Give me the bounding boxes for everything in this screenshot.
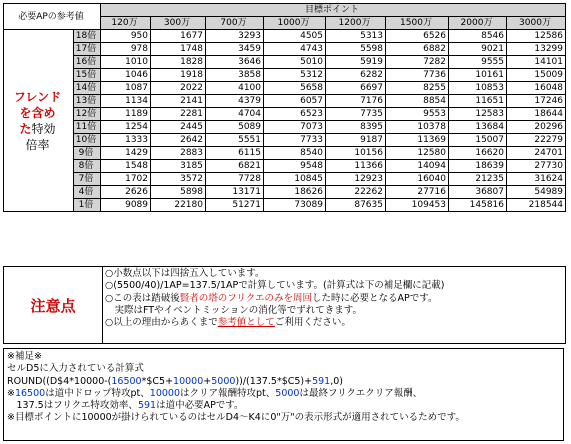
formula-part: *$C5+: [141, 375, 174, 387]
ap-value-cell: 18639: [449, 160, 507, 173]
ap-value-cell: 24701: [507, 147, 566, 160]
formula-final-reward: 5000: [211, 375, 236, 387]
ap-value-cell: 2281: [151, 108, 206, 121]
supp-text: 137.5はフリクエ特攻効率、: [7, 400, 138, 412]
table-row: [4, 69, 566, 82]
ap-reference-table: [3, 3, 565, 212]
ap-value-cell: 7073: [264, 121, 326, 134]
ap-value-cell: 5598: [326, 43, 386, 56]
ap-value-cell: 4505: [264, 30, 326, 43]
ap-value-cell: 2141: [151, 95, 206, 108]
column-header-target: 3000万: [507, 17, 566, 30]
ap-value-cell: 6697: [326, 82, 386, 95]
ap-value-cell: 11366: [326, 160, 386, 173]
ap-value-cell: 11651: [449, 95, 507, 108]
ap-value-cell: 3646: [206, 56, 264, 69]
supp-text: ※: [7, 387, 15, 399]
table-title: 目標ポイント: [101, 4, 566, 17]
ap-value-cell: 7176: [326, 95, 386, 108]
ap-value-cell: 7736: [386, 69, 449, 82]
row-multiplier: 10倍: [74, 134, 101, 147]
supplement-line-6: ※目標ポイントに10000が掛けられているのはセルD4～K4に0"万"の表示形式が適用されているためです。: [7, 412, 465, 424]
side-label-line-3b: 特効: [31, 121, 56, 136]
ap-value-cell: 9089: [101, 199, 151, 212]
ap-value-cell: 7735: [326, 108, 386, 121]
side-label-line-2: を含め: [19, 105, 56, 120]
table-row: [4, 147, 566, 160]
table-row: [4, 108, 566, 121]
row-multiplier: 13倍: [74, 95, 101, 108]
ap-value-cell: 8395: [326, 121, 386, 134]
formula-part: ))/(137.5*$C5)+: [235, 375, 313, 387]
table-row: [4, 95, 566, 108]
ap-value-cell: 27730: [507, 160, 566, 173]
ap-value-cell: 27716: [386, 186, 449, 199]
supp-text: は道中ドロップ特攻pt、: [45, 387, 150, 399]
row-multiplier: 11倍: [74, 121, 101, 134]
ap-value-cell: 2445: [151, 121, 206, 134]
supplement-line-5: [7, 400, 563, 412]
table-row: [4, 30, 566, 43]
ap-value-cell: 3459: [206, 43, 264, 56]
row-multiplier: 16倍: [74, 56, 101, 69]
ap-value-cell: 9548: [264, 160, 326, 173]
table-row: [4, 186, 566, 199]
ap-value-cell: 9021: [449, 43, 507, 56]
ap-value-cell: 4100: [206, 82, 264, 95]
supp-blue-value: 5000: [275, 387, 300, 399]
ap-value-cell: 1828: [151, 56, 206, 69]
ap-value-cell: 1677: [151, 30, 206, 43]
ap-value-cell: 5551: [206, 134, 264, 147]
table-row: [4, 82, 566, 95]
formula-route-ap: 591: [312, 375, 331, 387]
notice-line-3-post: した時に必要となるAPです。: [312, 292, 438, 304]
ap-value-cell: 10156: [326, 147, 386, 160]
ap-value-cell: 16048: [507, 82, 566, 95]
ap-value-cell: 145816: [449, 199, 507, 212]
ap-value-cell: 6526: [386, 30, 449, 43]
ap-value-cell: 6523: [264, 108, 326, 121]
notice-line-5-post: ご利用ください。: [274, 317, 351, 329]
ap-value-cell: 22180: [151, 199, 206, 212]
ap-value-cell: 218544: [507, 199, 566, 212]
notice-line-1: ○小数点以下は四捨五入しています。: [105, 268, 265, 279]
row-multiplier: 14倍: [74, 82, 101, 95]
ap-value-cell: 21235: [449, 173, 507, 186]
ap-value-cell: 9553: [386, 108, 449, 121]
row-multiplier: 12倍: [74, 108, 101, 121]
notice-line-3: [105, 293, 565, 305]
ap-value-cell: 73089: [264, 199, 326, 212]
ap-value-cell: 5010: [264, 56, 326, 69]
ap-value-cell: 1134: [101, 95, 151, 108]
supp-text: は道中必要APです。: [156, 400, 244, 412]
ap-value-cell: 15007: [449, 134, 507, 147]
supplement-formula: [7, 376, 563, 388]
table-row: [4, 173, 566, 186]
formula-clear-pt: 10000: [173, 375, 204, 387]
notice-line-5: [105, 317, 565, 329]
ap-value-cell: 16620: [449, 147, 507, 160]
ap-value-cell: 10845: [264, 173, 326, 186]
table-row: [4, 56, 566, 69]
ap-value-cell: 3572: [151, 173, 206, 186]
supplement-line-2: セルD5に入力されている計算式: [7, 363, 144, 375]
notice-line-4: 実際はFTやイベントミッションの消化等でずれてきます。: [105, 304, 362, 316]
ap-value-cell: 5898: [151, 186, 206, 199]
ap-value-cell: 1046: [101, 69, 151, 82]
ap-value-cell: 6282: [326, 69, 386, 82]
ap-value-cell: 1010: [101, 56, 151, 69]
row-multiplier: 18倍: [74, 30, 101, 43]
ap-value-cell: 13299: [507, 43, 566, 56]
ap-value-cell: 1189: [101, 108, 151, 121]
side-label-line-3: [19, 122, 55, 136]
ap-value-cell: 8546: [449, 30, 507, 43]
ap-value-cell: 4743: [264, 43, 326, 56]
ap-value-cell: 13684: [449, 121, 507, 134]
supplement-line-4: [7, 388, 563, 400]
ap-value-cell: 2022: [151, 82, 206, 95]
ap-value-cell: 4704: [206, 108, 264, 121]
ap-value-cell: 950: [101, 30, 151, 43]
table-row: [4, 199, 566, 212]
ap-value-cell: 5919: [326, 56, 386, 69]
ap-value-cell: 1429: [101, 147, 151, 160]
supp-blue-value: 591: [137, 400, 157, 412]
ap-value-cell: 1748: [151, 43, 206, 56]
row-multiplier: 7倍: [74, 173, 101, 186]
ap-value-cell: 15009: [507, 69, 566, 82]
ap-value-cell: 8540: [264, 147, 326, 160]
side-label-line-3a: た: [19, 121, 32, 136]
ap-value-cell: 16040: [386, 173, 449, 186]
ap-value-cell: 36807: [449, 186, 507, 199]
ap-value-cell: 6115: [206, 147, 264, 160]
ap-value-cell: 12923: [326, 173, 386, 186]
column-header-target: 2000万: [449, 17, 507, 30]
notice-line-2: ○(5500/40)/1AP=137.5/1APで計算しています。(計算式は下の補足欄に記載): [105, 280, 445, 292]
ap-value-cell: 22262: [326, 186, 386, 199]
ap-value-cell: 1702: [101, 173, 151, 186]
ap-value-cell: 7733: [264, 134, 326, 147]
ap-value-cell: 20296: [507, 121, 566, 134]
ap-value-cell: 2642: [151, 134, 206, 147]
ap-value-cell: 6882: [386, 43, 449, 56]
notice-line-5-pre: ○以上の理由からあくまで: [105, 317, 218, 329]
ap-value-cell: 14101: [507, 56, 566, 69]
table-corner-label: 必要APの参考値: [4, 4, 101, 30]
ap-value-cell: 12583: [449, 108, 507, 121]
ap-value-cell: 1548: [101, 160, 151, 173]
table-row: [4, 43, 566, 56]
side-label-line-4: 倍率: [25, 137, 50, 152]
supplement-box: [3, 348, 564, 441]
row-multiplier: 9倍: [74, 147, 101, 160]
ap-value-cell: 14094: [386, 160, 449, 173]
notice-list: [103, 267, 565, 343]
ap-value-cell: 7282: [386, 56, 449, 69]
ap-value-cell: 87635: [326, 199, 386, 212]
ap-value-cell: 51271: [206, 199, 264, 212]
supp-text: は最終フリクエクリア報酬、: [299, 387, 423, 399]
ap-value-cell: 109453: [386, 199, 449, 212]
column-header-target: 120万: [101, 17, 151, 30]
notice-title: 注意点: [4, 267, 103, 343]
ap-value-cell: 10853: [449, 82, 507, 95]
column-header-target: 300万: [151, 17, 206, 30]
ap-value-cell: 9187: [326, 134, 386, 147]
ap-value-cell: 1254: [101, 121, 151, 134]
ap-value-cell: 2883: [151, 147, 206, 160]
ap-value-cell: 12586: [507, 30, 566, 43]
ap-value-cell: 978: [101, 43, 151, 56]
ap-value-cell: 17246: [507, 95, 566, 108]
column-header-target: 1500万: [386, 17, 449, 30]
notice-line-3-pre: ○この表は踏破後: [105, 292, 180, 304]
column-header-target: 1200万: [326, 17, 386, 30]
ap-value-cell: 7728: [206, 173, 264, 186]
ap-value-cell: 3293: [206, 30, 264, 43]
ap-value-cell: 8854: [386, 95, 449, 108]
column-header-target: 1000万: [264, 17, 326, 30]
row-multiplier: 1倍: [74, 199, 101, 212]
ap-value-cell: 12580: [386, 147, 449, 160]
supp-text: はクリア報酬特攻pt、: [180, 387, 276, 399]
supp-blue-value: 16500: [14, 387, 46, 399]
table-row: [4, 134, 566, 147]
ap-value-cell: 6057: [264, 95, 326, 108]
ap-value-cell: 10161: [449, 69, 507, 82]
ap-value-cell: 3185: [151, 160, 206, 173]
ap-value-cell: 5658: [264, 82, 326, 95]
ap-value-cell: 10378: [386, 121, 449, 134]
ap-value-cell: 1333: [101, 134, 151, 147]
ap-value-cell: 18626: [264, 186, 326, 199]
ap-value-cell: 11369: [386, 134, 449, 147]
notice-line-3-emphasis: 賢者の塔のフリクエのみを周回: [179, 292, 313, 304]
table-row: [4, 160, 566, 173]
ap-value-cell: 1918: [151, 69, 206, 82]
formula-part: ROUND((D$4*10000-(: [7, 375, 112, 387]
row-multiplier: 15倍: [74, 69, 101, 82]
row-multiplier: 4倍: [74, 186, 101, 199]
ap-value-cell: 5313: [326, 30, 386, 43]
ap-value-cell: 4379: [206, 95, 264, 108]
table-row: [4, 121, 566, 134]
formula-drop-pt: 16500: [111, 375, 142, 387]
ap-value-cell: 18644: [507, 108, 566, 121]
formula-part: +: [203, 375, 212, 387]
ap-value-cell: 22279: [507, 134, 566, 147]
row-multiplier: 8倍: [74, 160, 101, 173]
side-label-line-1: フレンド: [13, 89, 62, 104]
ap-value-cell: 2626: [101, 186, 151, 199]
ap-value-cell: 5089: [206, 121, 264, 134]
row-multiplier: 17倍: [74, 43, 101, 56]
ap-value-cell: 3858: [206, 69, 264, 82]
ap-value-cell: 9555: [449, 56, 507, 69]
ap-value-cell: 1087: [101, 82, 151, 95]
ap-value-cell: 5312: [264, 69, 326, 82]
column-header-target: 700万: [206, 17, 264, 30]
ap-value-cell: 8255: [386, 82, 449, 95]
ap-value-cell: 6821: [206, 160, 264, 173]
formula-part: ,0): [330, 375, 344, 387]
supp-blue-value: 10000: [149, 387, 181, 399]
ap-value-cell: 31624: [507, 173, 566, 186]
ap-value-cell: 13171: [206, 186, 264, 199]
multiplier-side-label: [4, 30, 74, 212]
supplement-heading: ※補足※: [7, 351, 42, 362]
notice-box: [3, 266, 566, 344]
ap-value-cell: 54989: [507, 186, 566, 199]
notice-line-5-emphasis: 参考値として: [217, 317, 275, 329]
